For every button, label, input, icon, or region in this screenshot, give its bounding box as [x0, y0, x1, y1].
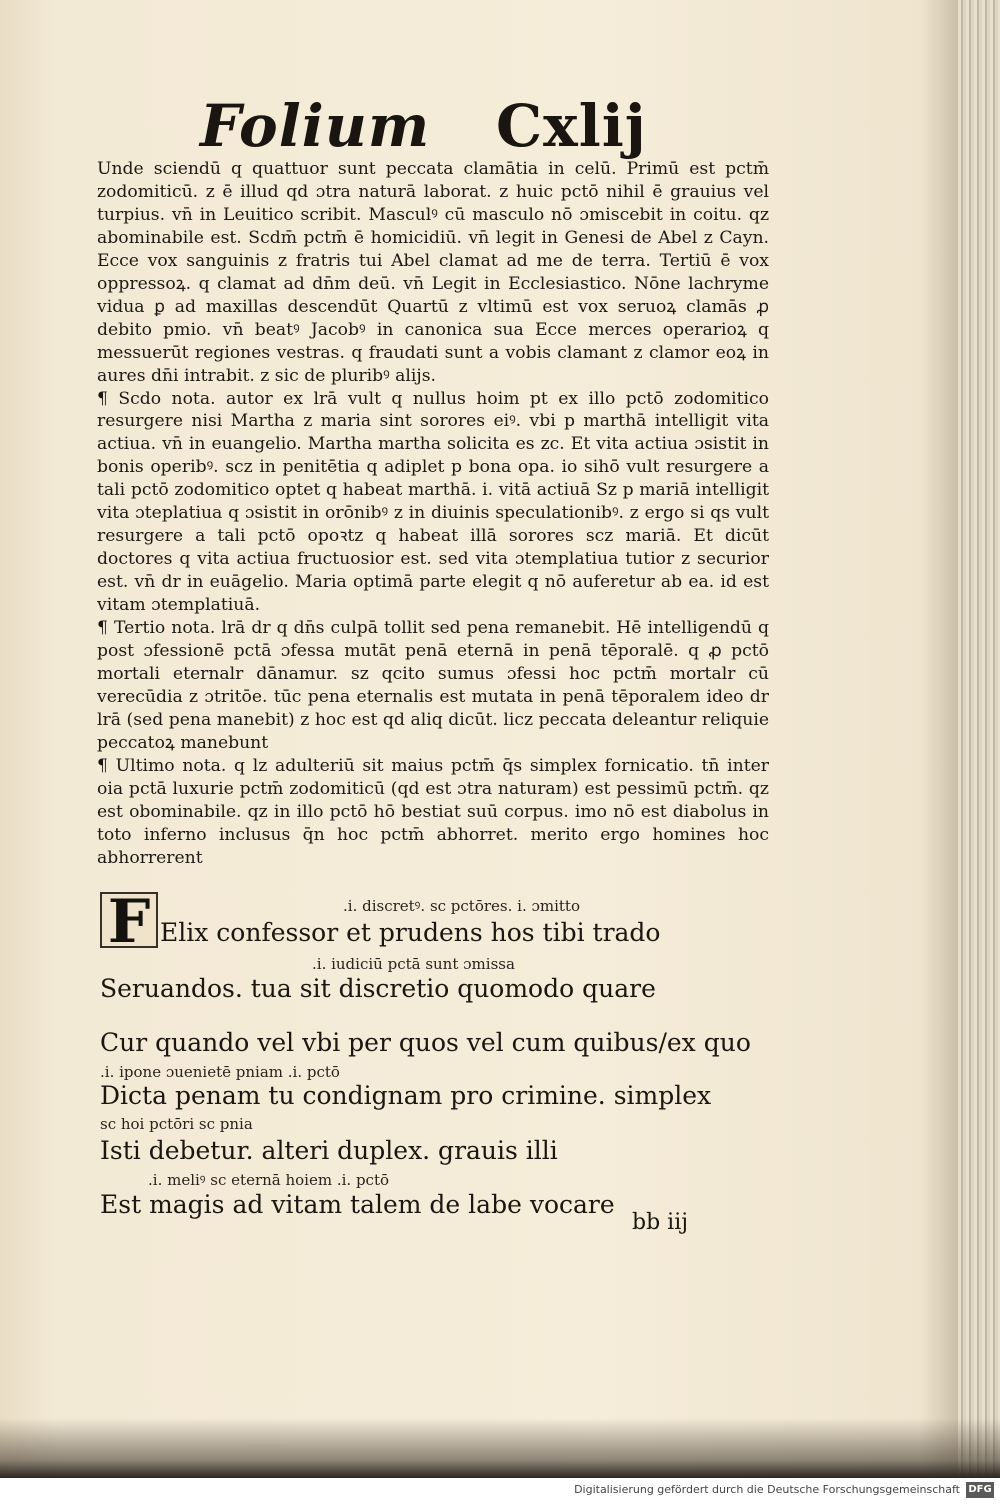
verse-gloss-4: .i. ipone ɔuenietē pniam .i. pctō	[100, 1063, 340, 1081]
verse-line-6: Est magis ad vitam talem de labe vocare	[100, 1190, 615, 1219]
paragraph-1: Unde sciendū q quattuor sunt peccata clamātia in celū. Primū est pctm̄ zodomiticū. z ē illud qd ɔtra naturā laborat. z huic pctō nihil ē grauius vel turpius. vn̄ in Leuitico scribit. Masculꝰ cū masculo nō ɔmiscebit in coitu. qz abominabile est. Scdm̄ pctm̄ ē homicidiū. vn̄ legit in Genesi de Abel z Cayn. Ecce vox sanguinis z fratris tui Abel clamat ad me de terra. Tertiū ē vox oppressoꝝ. q clamat ad dn̄m deū. vn̄ Legit in Ecclesiastico. Nōne lachryme vidua ꝑ ad maxillas descendūt Quartū z vltimū est vox seruoꝝ clamās ꝓ debito pmio. vn̄ beatꝰ Jacobꝰ in canonica sua Ecce merces operarioꝝ q messuerūt regiones vestras. q fraudati sunt a vobis clamant z clamor eoꝝ in aures dn̄i intrabit. z sic de pluribꝰ alijs.	[97, 159, 769, 386]
paragraph-2: ¶ Scdo nota. autor ex lrā vult q nullus hoim pt ex illo pctō zodomitico resurgere nisi Martha z maria sint sorores eiꝰ. vbi p marthā intelligit vita actiua. vn̄ in euangelio. Martha martha solicita es zc. Et vita actiua ɔsistit in bonis operibꝰ. scz in penitētia q adiplet p bona opa. io sihō vult resurgere a tali pctō zodomitico optet q habeat marthā. i. vitā actiuā Sz p mariā intelligit vita ɔteplatiua q ɔsistit in orōnibꝰ z in diuinis speculationibꝰ. z ergo si qs vult resurgere a tali pctō opoꝛtz q habeat illā sorores scz mariā. Et dicūt doctores q vita actiua fructuosior est. sed vita ɔtemplatiua tutior z securior est. vn̄ dr in euāgelio. Maria optimā parte elegit q nō auferetur ab ea. id est vitam ɔtemplatiuā.	[97, 388, 769, 616]
folio-number: Cxlij	[496, 92, 647, 160]
verse-line-4: Dicta penam tu condignam pro crimine. simplex	[100, 1081, 712, 1110]
page-edges	[958, 0, 1000, 1478]
signature-mark: bb iij	[632, 1210, 689, 1235]
decorated-initial: F	[100, 892, 158, 948]
credit-text: Digitalisierung gefördert durch die Deutsche Forschungsgemeinschaft	[574, 1483, 960, 1496]
binding-shadow	[0, 1418, 1000, 1478]
dfg-logo: DFG	[966, 1482, 994, 1498]
folio-word: Folium	[200, 92, 431, 160]
commentary-text	[97, 158, 769, 870]
verse-line-3: Cur quando vel vbi per quos vel cum quibus/ex quo	[100, 1028, 751, 1057]
paragraph-3: ¶ Tertio nota. lrā dr q dn̄s culpā tollit sed pena remanebit. Hē intelligendū q post ɔfessionē pctā ɔfessa mutāt penā eternā in penā tēporalē. q ꝓ pctō mortali eternalr dānamur. sz qcito sumus ɔfessi hoc pctm̄ mortalr cū verecūdia z ɔtritōe. tūc pena eternalis est mutata in penā tēporalem ideo dr lrā (sed pena manebit) z hoc est qd aliq dicūt. licz peccata deleantur reliquie peccatoꝝ manebunt	[97, 618, 769, 753]
verse-line-2: Seruandos. tua sit discretio quomodo quare	[100, 974, 656, 1003]
verse-line-1: Elix confessor et prudens hos tibi trado	[160, 918, 661, 947]
verse-gloss-6: .i. meliꝰ sc eternā hoiem .i. pctō	[148, 1171, 390, 1189]
verse-gloss-5: sc hoi pctōri sc pnia	[100, 1115, 253, 1133]
verse-gloss-1: .i. discretꝰ. sc pctōres. i. ɔmitto	[343, 897, 580, 915]
credit-bar	[0, 1478, 1000, 1504]
verse-gloss-2: .i. iudiciū pctā sunt ɔmissa	[312, 955, 515, 973]
paragraph-4: ¶ Ultimo nota. q lz adulteriū sit maius pctm̄ q̄s simplex fornicatio. tn̄ inter oia pctā luxurie pctm̄ zodomiticū (qd est ɔtra naturam) est pessimū pctm̄. qz est obominabile. qz in illo pctō hō bestiat suū corpus. imo nō est diabolus in toto inferno inclusus q̄n hoc pctm̄ abhorret. merito ergo homines hoc abhorrerent	[97, 755, 769, 868]
verse-line-5: Isti debetur. alteri duplex. grauis illi	[100, 1136, 558, 1165]
